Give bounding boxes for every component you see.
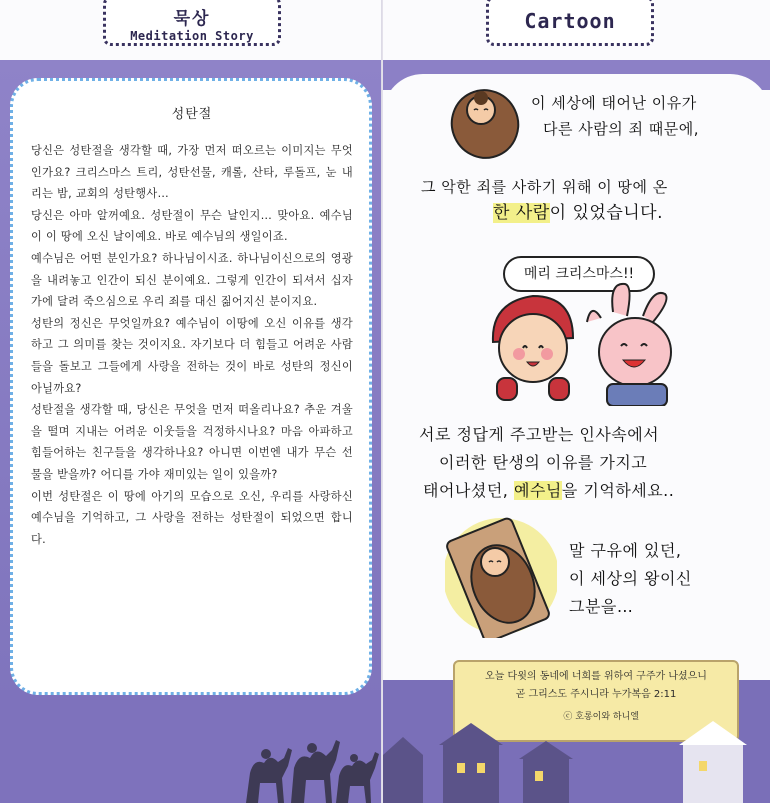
girl-and-rabbit-illustration [483, 282, 683, 406]
verse-line: 곧 그리스도 주시니라 누가복음 2:11 [515, 689, 677, 700]
highlight-one-person: 한 사람 [493, 203, 550, 223]
cartoon-line: 이 세상에 태어난 이유가 [531, 94, 697, 112]
story-paragraph: 당신은 아마 알꺼예요. 성탄절이 무슨 날인지… 맞아요. 예수님이 이 땅에 오신 날이예요. 바로 예수님의 생일이죠. [31, 208, 353, 244]
story-paragraph: 성탄절을 생각할 때, 당신은 무엇을 먼저 떠올리나요? 추운 겨울을 떨며 지내는 어려운 이웃들을 걱정하시나요? 마음 아파하고 힘들어하는 친구들을 생각하나요? 아니면 이번엔 내가 무슨 선물을 받을까? 어디를 가야 재미있는 일이 있을까? [31, 403, 353, 481]
story-title: 성탄절 [171, 107, 213, 122]
cartoon-panel [383, 0, 770, 803]
cartoon-header [486, 0, 654, 46]
meditation-panel [0, 0, 383, 803]
night-town-silhouette [383, 715, 770, 803]
story-paragraph: 당신은 성탄절을 생각할 때, 가장 먼저 떠오르는 이미지는 무엇인가요? 크리스마스 트리, 성탄선물, 캐롤, 산타, 루돌프, 눈 내리는 밤, 교회의 성탄행사… [31, 144, 353, 201]
copyright-credit: ⓒ 호롱이와 하니엘 [563, 712, 639, 722]
cartoon-line [493, 202, 663, 224]
swaddled-baby-illustration [445, 84, 525, 160]
header-english: Meditation Story [130, 29, 254, 43]
greeting-speech-bubble: 메리 크리스마스!! [503, 256, 655, 292]
story-box [10, 78, 372, 695]
highlight-jesus: 예수님 [513, 481, 562, 500]
camel-caravan-silhouette [236, 718, 381, 803]
story-paragraph: 이번 성탄절은 이 땅에 아기의 모습으로 오신, 우리를 사랑하신 예수님을 기억하고, 그 사랑을 전하는 성탄절이 되었으면 합니다. [31, 489, 353, 546]
manger-baby-illustration [445, 512, 557, 638]
meditation-header [103, 0, 281, 46]
cartoon-line [423, 480, 674, 502]
cartoon-line: 그분을… [569, 597, 634, 616]
cartoon-line: 서로 정답게 주고받는 인사속에서 [419, 425, 660, 444]
cartoon-line: 이 세상의 왕이신 [569, 569, 692, 588]
cartoon-line-rest: 이 있었습니다. [549, 203, 664, 223]
cartoon-line: 이러한 탄생의 이유를 가지고 [439, 453, 648, 472]
story-paragraph: 성탄의 정신은 무엇일까요? 예수님이 이땅에 오신 이유를 생각하고 그 의미를 찾는 것이지요. 자기보다 더 힘들고 어려운 사람들을 돌보고 그들에게 사랑을 전하는 것이 바로 성탄의 정신이 아닐까요? [31, 316, 353, 395]
cartoon-line: 그 악한 죄를 사하기 위해 이 땅에 온 [421, 178, 668, 196]
cartoon-line: 다른 사람의 죄 때문에, [543, 120, 699, 138]
verse-line: 오늘 다윗의 동네에 너희를 위하여 구주가 나셨으니 [485, 671, 707, 682]
header-title: Cartoon [524, 9, 616, 33]
header-korean: 묵상 [173, 9, 211, 29]
story-paragraph: 예수님은 어떤 분인가요? 하나님이시죠. 하나님이신으로의 영광을 내려놓고 인간이 되신 분이예요. 그렇게 인간이 되셔서 십자가에 달려 죽으심으로 우리 죄를 대신 짊어지신 분이지요. [31, 251, 353, 309]
cartoon-line-part: 태어나셨던, [423, 481, 514, 500]
cartoon-line-part: 을 기억하세요.. [561, 481, 675, 500]
cartoon-line: 말 구유에 있던, [569, 541, 682, 560]
